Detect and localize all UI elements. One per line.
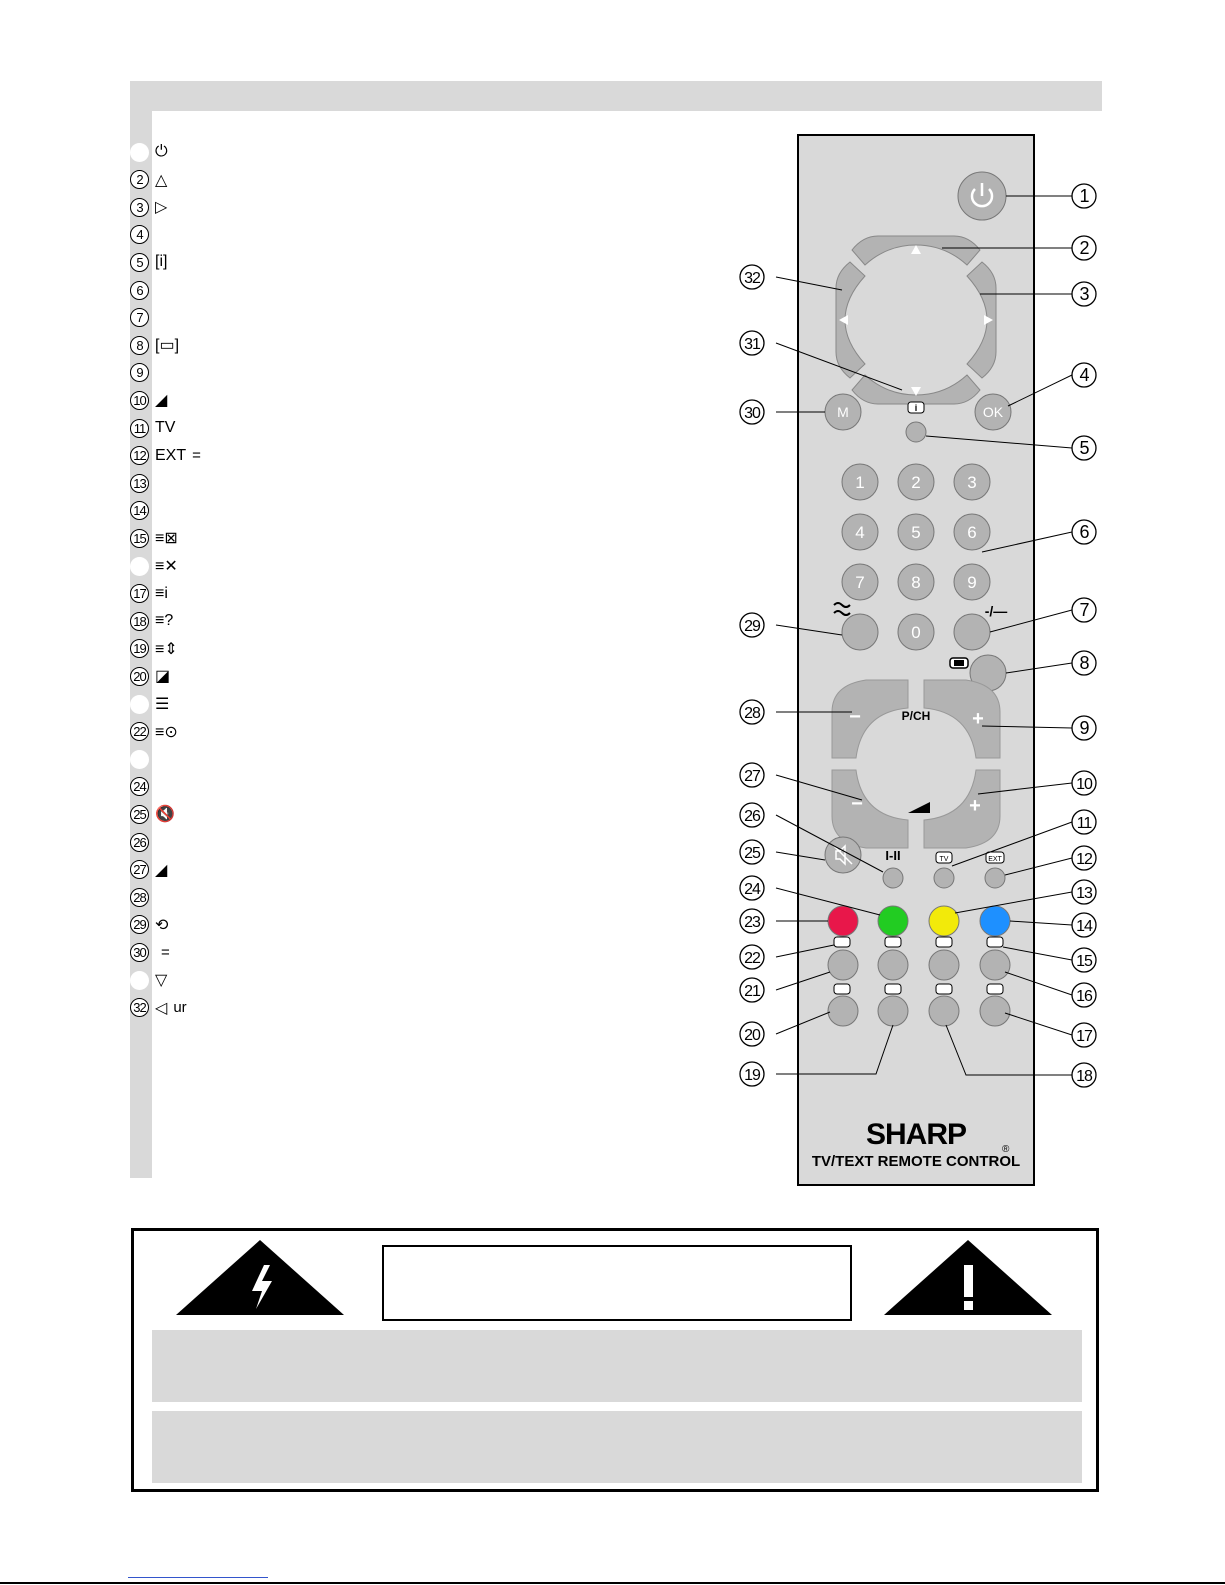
- digit-label: 3: [967, 473, 977, 492]
- callouts-left: [740, 265, 764, 1086]
- legend-number: 4: [130, 225, 149, 244]
- callout-number: 3: [1079, 284, 1089, 304]
- digit-label: 0: [911, 623, 921, 642]
- electric-shock-warning-icon: [172, 1235, 348, 1320]
- callouts-right: [1072, 184, 1096, 1087]
- text-cancel-button: [980, 950, 1010, 980]
- legend-number: 29: [130, 915, 149, 934]
- dash-button: [954, 614, 990, 650]
- vol-plus-label: +: [969, 795, 981, 817]
- legend-number: 24: [130, 777, 149, 796]
- legend-symbol-icon: ≡i: [155, 584, 168, 602]
- callout-number: 26: [744, 808, 760, 825]
- svg-text:i: i: [914, 403, 918, 413]
- legend-number: 32: [130, 998, 149, 1017]
- callout-number: 19: [744, 1067, 760, 1084]
- legend-number: 22: [130, 722, 149, 741]
- legend-number: 3: [130, 198, 149, 217]
- callout-number: 14: [1076, 918, 1092, 935]
- legend-number: 6: [130, 281, 149, 300]
- warning-text-band-2: [152, 1411, 1082, 1483]
- text-hold-icon: [885, 937, 901, 947]
- footer-link[interactable]: [128, 1577, 268, 1578]
- digit-label: 8: [911, 573, 921, 592]
- digit-label: 7: [855, 573, 865, 592]
- legend-symbol-icon: ≡⇕: [155, 640, 178, 658]
- callout-number: 21: [744, 983, 760, 1000]
- legend-number: 2: [130, 170, 149, 189]
- callout-number: 20: [744, 1027, 760, 1044]
- legend-symbol-icon: ◁: [155, 999, 168, 1017]
- legend-symbol-icon: EXT: [155, 446, 187, 464]
- blue-button: [980, 906, 1010, 936]
- info-button: [906, 422, 926, 442]
- text-size-icon: [885, 984, 901, 994]
- legend-number: 7: [130, 308, 149, 327]
- legend-symbol-icon: ◪: [155, 668, 171, 686]
- caution-exclamation-icon: [880, 1235, 1056, 1320]
- callout-number: 31: [744, 336, 760, 353]
- legend-number: 18: [130, 612, 149, 631]
- text-mix-icon: [936, 937, 952, 947]
- text-mix-button: [929, 950, 959, 980]
- legend-symbol-icon: ≡⊙: [155, 723, 178, 741]
- remote-subtitle: TV/TEXT REMOTE CONTROL: [811, 1153, 1021, 1170]
- callout-number: 16: [1076, 988, 1092, 1005]
- legend-number: 15: [130, 529, 149, 548]
- tv-label: TV: [939, 856, 949, 863]
- digit-label: 1: [855, 473, 865, 492]
- callout-number: 12: [1076, 851, 1092, 868]
- dual-button: [883, 868, 903, 888]
- legend-symbol-icon: ◢: [155, 861, 168, 879]
- tv-button: [934, 868, 954, 888]
- callout-number: 11: [1076, 815, 1092, 832]
- legend-number: 11: [130, 419, 149, 438]
- ext-label: EXT: [988, 856, 1002, 863]
- legend-symbol-icon: TV: [155, 419, 176, 436]
- legend-number: 19: [130, 639, 149, 658]
- legend-text: ur: [173, 999, 187, 1017]
- legend-number: 30: [130, 943, 149, 962]
- callout-number: 5: [1079, 438, 1089, 458]
- digit-label: 6: [967, 523, 977, 542]
- callout-number: 4: [1079, 365, 1089, 385]
- callout-number: 23: [744, 914, 760, 931]
- legend-symbol-icon: ☰: [155, 696, 170, 713]
- legend-text: =: [192, 447, 201, 465]
- callout-number: 2: [1079, 238, 1089, 258]
- text-subpage-button: [828, 996, 858, 1026]
- legend-number: 28: [130, 888, 149, 907]
- legend-number: 27: [130, 860, 149, 879]
- dual-label: I-II: [885, 848, 901, 863]
- text-cancel-icon: [987, 937, 1003, 947]
- callout-number: 29: [744, 618, 760, 635]
- legend-symbol-icon: [i]: [155, 253, 168, 271]
- legend-symbol-icon: ≡?: [155, 612, 174, 630]
- legend-number: 9: [130, 363, 149, 382]
- swap-button: [842, 614, 878, 650]
- text-size-button: [878, 996, 908, 1026]
- text-subpage-icon: [834, 984, 850, 994]
- callout-number: 10: [1076, 776, 1092, 793]
- registered-mark: ®: [1002, 1144, 1010, 1155]
- legend-symbol-icon: ⟲: [155, 916, 169, 934]
- ext-button: [985, 868, 1005, 888]
- warning-text-band-1: [152, 1330, 1082, 1402]
- vol-minus-label: −: [851, 793, 863, 815]
- legend-symbol-icon: [▭]: [155, 337, 180, 355]
- legend-number: 5: [130, 253, 149, 272]
- legend-symbol-icon: ▽: [155, 972, 168, 989]
- callout-number: 22: [744, 950, 760, 967]
- callout-number: 9: [1079, 718, 1089, 738]
- yellow-button: [929, 906, 959, 936]
- legend-symbol-icon: ≡⊠: [155, 530, 178, 548]
- ok-button-label: OK: [982, 404, 1004, 420]
- callout-number: 24: [744, 881, 760, 898]
- legend-symbol-icon: ≡✕: [155, 558, 178, 575]
- text-button: [828, 950, 858, 980]
- callout-number: 8: [1079, 653, 1089, 673]
- callout-number: 18: [1076, 1068, 1092, 1085]
- callout-number: 25: [744, 845, 760, 862]
- pch-label: P/CH: [901, 709, 931, 723]
- callout-number: 1: [1079, 186, 1089, 206]
- text-index-button: [980, 996, 1010, 1026]
- green-button: [878, 906, 908, 936]
- text-index-icon: [987, 984, 1003, 994]
- menu-button-label: M: [837, 404, 849, 420]
- text-reveal-button: [929, 996, 959, 1026]
- callout-number: 27: [744, 768, 760, 785]
- digit-label: 9: [967, 573, 977, 592]
- legend-symbol-icon: △: [155, 171, 168, 189]
- digit-label: 2: [911, 473, 921, 492]
- legend-number: 12: [130, 446, 149, 465]
- warning-title-box: [382, 1245, 852, 1321]
- legend-number: 10: [130, 391, 149, 410]
- text-icon: [834, 937, 850, 947]
- callout-number: 6: [1079, 522, 1089, 542]
- legend-number: 25: [130, 805, 149, 824]
- legend-number: 8: [130, 336, 149, 355]
- legend-number: 26: [130, 833, 149, 852]
- callout-number: 17: [1076, 1028, 1092, 1045]
- callout-number: 7: [1079, 600, 1089, 620]
- brand-logo: SHARP: [865, 1118, 967, 1151]
- digit-label: 4: [855, 523, 865, 542]
- callout-number: 15: [1076, 953, 1092, 970]
- legend-symbol-icon: ▷: [155, 199, 168, 217]
- red-button: [828, 906, 858, 936]
- legend-number: 17: [130, 584, 149, 603]
- callout-number: 28: [744, 705, 760, 722]
- digit-label: 5: [911, 523, 921, 542]
- page-bottom-rule: [0, 1582, 1225, 1584]
- legend-symbol-icon: 🔇: [155, 806, 175, 824]
- callout-number: 13: [1076, 885, 1092, 902]
- pch-plus-label: +: [972, 708, 984, 730]
- safety-warning-box: [131, 1228, 1099, 1492]
- callout-number: 30: [744, 405, 760, 422]
- dash-label: -/—: [984, 603, 1008, 619]
- legend-number: 20: [130, 667, 149, 686]
- legend-symbol-icon: ⏻: [155, 143, 168, 160]
- legend-number: 13: [130, 474, 149, 493]
- legend-number: 14: [130, 501, 149, 520]
- callout-number: 32: [744, 270, 760, 287]
- text-hold-button: [878, 950, 908, 980]
- text-reveal-icon: [936, 984, 952, 994]
- legend-symbol-icon: ◢: [155, 392, 168, 410]
- pch-minus-label: −: [849, 706, 861, 728]
- legend-text: =: [161, 943, 170, 961]
